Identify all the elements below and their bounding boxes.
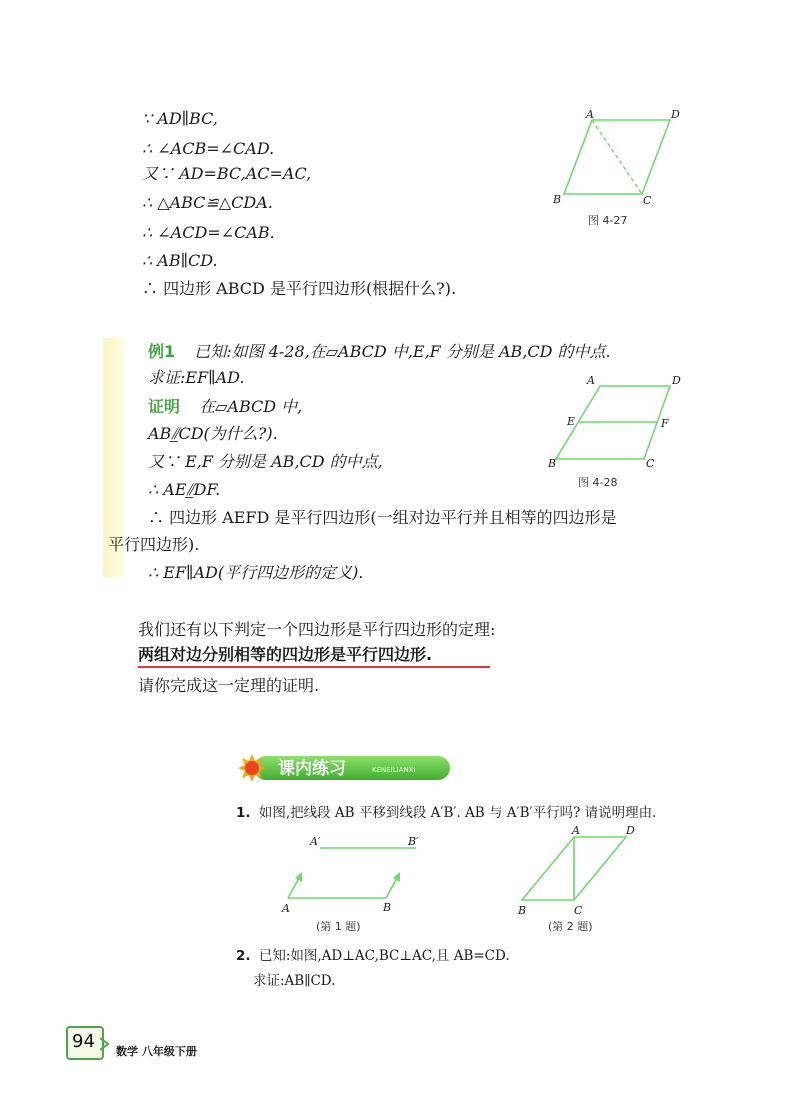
sun-icon	[238, 754, 266, 782]
example-proof-line-4: ∴ AE⫽̲DF.	[148, 480, 221, 499]
page-number: 94	[72, 1031, 95, 1052]
question-2	[236, 947, 510, 965]
figure-caption-4-28: 图 4-28	[578, 476, 618, 489]
question-2-line-2: 求证:AB∥CD.	[253, 973, 336, 989]
label-D: D	[626, 824, 635, 837]
label-B-prime: B′	[408, 835, 419, 848]
example-proof-start	[148, 397, 302, 417]
proof-line-7: ∴ 四边形 ABCD 是平行四边形(根据什么?).	[142, 279, 457, 298]
example-line	[148, 342, 611, 362]
label-A: A	[282, 902, 290, 915]
label-A: A	[587, 374, 595, 387]
example-proof-line-5: ∴ 四边形 AEFD 是平行四边形(一组对边平行并且相等的四边形是	[148, 508, 617, 527]
figure-question-1	[280, 832, 430, 922]
label-E: E	[567, 415, 576, 428]
label-C: C	[574, 904, 583, 917]
theorem-intro: 我们还有以下判定一个四边形是平行四边形的定理:	[138, 620, 496, 639]
proof-line-3: 又∵ AD=BC,AC=AC,	[142, 164, 312, 183]
example-proof-line-6: 平行四边形).	[108, 535, 200, 554]
question-1-text: 如图,把线段 AB 平移到线段 A′B′. AB 与 A′B′平行吗? 请说明理由.	[258, 805, 657, 821]
label-A: A	[586, 108, 594, 121]
question-2-line-1: 已知:如图,AD⊥AC,BC⊥AC,且 AB=CD.	[258, 948, 510, 964]
example-label: 例1	[148, 342, 176, 361]
figure-question-2	[514, 822, 644, 917]
label-B: B	[548, 457, 557, 470]
book-title: 数学 八年级下册	[116, 1045, 197, 1058]
theorem-task: 请你完成这一定理的证明.	[138, 676, 320, 695]
figure-caption-q1: (第 1 题)	[316, 920, 361, 933]
proof-line-4: ∴ △ABC≌△CDA.	[142, 193, 273, 212]
page-tab-arrow-icon	[100, 1036, 112, 1052]
question-1	[236, 804, 656, 822]
label-F: F	[661, 417, 669, 430]
theorem-statement: 两组对边分别相等的四边形是平行四边形.	[138, 645, 433, 664]
label-D: D	[672, 374, 681, 387]
proof-line-5: ∴ ∠ACD=∠CAB.	[142, 223, 275, 242]
theorem-underline	[138, 666, 490, 668]
figure-caption-4-27: 图 4-27	[588, 214, 628, 227]
label-B: B	[518, 904, 527, 917]
example-proof-line-1: 在▱ABCD 中,	[199, 397, 303, 416]
figure-caption-q2: (第 2 题)	[548, 920, 593, 933]
label-C: C	[643, 194, 652, 207]
example-proof-line-7: ∴ EF∥AD(平行四边形的定义).	[148, 563, 364, 582]
practice-title: 课内练习	[278, 759, 346, 779]
proof-label: 证明	[148, 397, 181, 416]
example-statement: 已知:如图 4-28,在▱ABCD 中,E,F 分别是 AB,CD 的中点.	[194, 342, 611, 361]
example-prove: 求证:EF∥AD.	[148, 368, 245, 387]
question-2-number: 2.	[236, 948, 251, 964]
label-B: B	[553, 193, 562, 206]
label-A-prime: A′	[310, 835, 321, 848]
label-A: A	[572, 824, 580, 837]
label-D: D	[671, 108, 680, 121]
example-proof-line-3: 又∵ E,F 分别是 AB,CD 的中点,	[148, 452, 383, 471]
proof-line-2: ∴ ∠ACB=∠CAD.	[142, 139, 275, 158]
practice-banner	[236, 753, 452, 783]
label-B: B	[383, 901, 392, 914]
diagonal-ac	[592, 120, 642, 194]
question-1-number: 1.	[236, 805, 251, 821]
label-C: C	[646, 457, 655, 470]
arrow-head-b	[393, 872, 400, 882]
figure-4-28	[540, 372, 700, 482]
arrow-head-a	[295, 872, 302, 882]
proof-line-1: ∵ AD∥BC,	[142, 109, 218, 128]
example-proof-line-2: AB⫽̲CD(为什么?).	[148, 424, 278, 443]
proof-line-6: ∴ AB∥CD.	[142, 251, 218, 270]
practice-subtitle: KENEILIANXI	[372, 766, 416, 774]
